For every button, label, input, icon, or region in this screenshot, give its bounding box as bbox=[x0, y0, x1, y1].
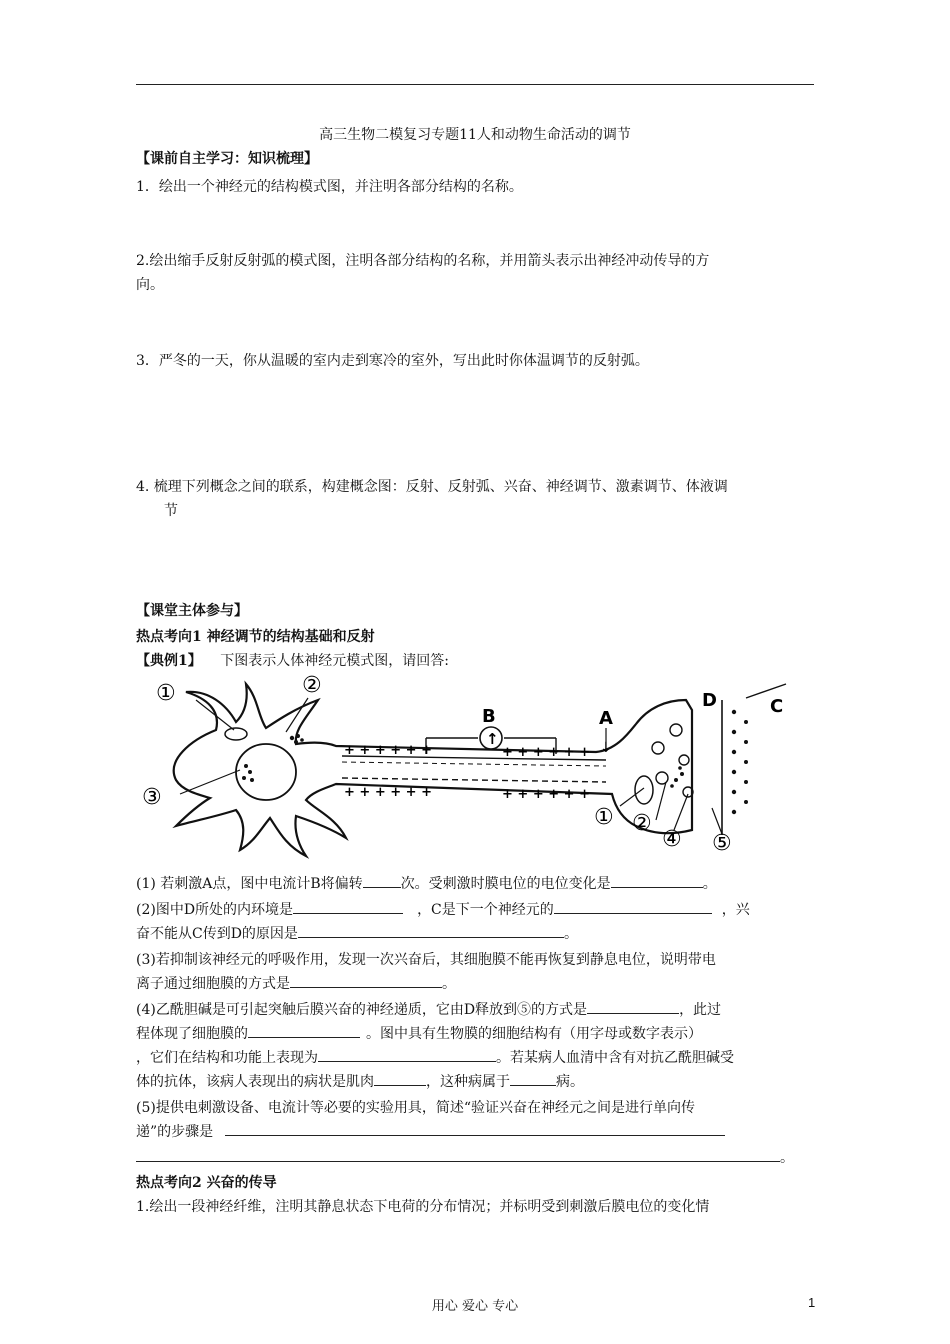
question-4-line1: 4. 梳理下列概念之间的联系，构建概念图：反射、反射弧、兴奋、神经调节、激素调节、体液调 bbox=[136, 479, 728, 495]
sub-question-1: (1) 若刺激A点，图中电流计B将偏转 次。受刺激时膜电位的电位变化是 。 bbox=[136, 873, 814, 895]
hotspot-2-question-1: 1.绘出一段神经纤维，注明其静息状态下电荷的分布情况；并标明受到刺激后膜电位的变化情 bbox=[136, 1199, 710, 1215]
plus-row-bottom-right: + + + + + + bbox=[502, 787, 590, 802]
section-heading-preclass: 【课前自主学习：知识梳理】 bbox=[136, 151, 318, 167]
label-A: A bbox=[599, 708, 613, 729]
question-1: 1．绘出一个神经元的结构模式图，并注明各部分结构的名称。 bbox=[136, 179, 523, 195]
sub-question-4-line2: 程体现了细胞膜的 。图中具有生物膜的细胞结构有（用字母或数字表示） bbox=[136, 1023, 814, 1045]
label-1-body: ① bbox=[156, 681, 176, 706]
question-2-line2: 向。 bbox=[136, 277, 164, 293]
question-4-line2: 节 bbox=[164, 503, 178, 519]
sub-question-4-line4: 体的抗体，该病人表现出的病状是肌肉 ，这种病属于 病。 bbox=[136, 1071, 814, 1093]
sub-question-2-line1: (2)图中D所处的内环境是 ，C是下一个神经元的 ，兴 bbox=[136, 899, 814, 921]
header-rule bbox=[136, 84, 814, 85]
sub-question-3-line1: (3)若抑制该神经元的呼吸作用，发现一次兴奋后，其细胞膜不能再恢复到静息电位，说明带电 bbox=[136, 952, 716, 968]
sub-question-4-line3: ，它们在结构和功能上表现为 。若某病人血清中含有对抗乙酰胆碱受 bbox=[136, 1047, 814, 1069]
sub-question-2-line2: 奋不能从C传到D的原因是 。 bbox=[136, 923, 814, 945]
hotspot-1-heading: 热点考向1 神经调节的结构基础和反射 bbox=[136, 629, 375, 645]
sub-question-5-line3: 。 bbox=[136, 1147, 814, 1169]
neuron-diagram bbox=[136, 670, 796, 860]
label-2-body: ② bbox=[302, 673, 322, 698]
page-number: 1 bbox=[808, 1295, 816, 1310]
hotspot-2-heading: 热点考向2 兴奋的传导 bbox=[136, 1175, 277, 1191]
page-title: 高三生物二模复习专题11人和动物生命活动的调节 bbox=[319, 127, 631, 143]
label-D: D bbox=[702, 690, 717, 711]
label-A-arrow: ↓ bbox=[600, 740, 612, 756]
question-2-line1: 2.绘出缩手反射反射弧的模式图，注明各部分结构的名称，并用箭头表示出神经冲动传导的方 bbox=[136, 253, 710, 269]
label-5-synapse: ⑤ bbox=[712, 831, 732, 856]
label-B: B bbox=[482, 706, 496, 727]
label-3-body: ③ bbox=[142, 785, 162, 810]
sub-question-5-line2: 递”的步骤是 bbox=[136, 1121, 814, 1143]
plus-row-bottom-left: + + + + + + bbox=[344, 785, 432, 800]
sub-question-3-line2: 离子通过细胞膜的方式是 。 bbox=[136, 973, 814, 995]
label-C: C bbox=[770, 696, 784, 717]
plus-row-top-right: + + + + + + bbox=[502, 745, 590, 760]
label-2-synapse: ② bbox=[632, 811, 652, 836]
sub-question-4-line1: (4)乙酰胆碱是可引起突触后膜兴奋的神经递质，它由D释放到⑤的方式是 ，此过 bbox=[136, 999, 814, 1021]
sub-question-5-line1: (5)提供电刺激设备、电流计等必要的实验用具，简述“验证兴奋在神经元之间是进行单向传 bbox=[136, 1100, 695, 1116]
label-4-synapse: ④ bbox=[662, 827, 682, 852]
page-footer: 用心 爱心 专心 bbox=[431, 1299, 519, 1314]
question-3: 3．严冬的一天，你从温暖的室内走到寒冷的室外，写出此时你体温调节的反射弧。 bbox=[136, 353, 649, 369]
section-heading-inclass: 【课堂主体参与】 bbox=[136, 603, 248, 619]
plus-row-top-left: + + + + + + bbox=[344, 743, 432, 758]
example-1 bbox=[136, 650, 814, 672]
example-label: 【典例1】 bbox=[136, 653, 202, 669]
galvanometer-arrow: ↑ bbox=[486, 730, 499, 748]
label-1-synapse: ① bbox=[594, 805, 614, 830]
example-text: 下图表示人体神经元模式图，请回答: bbox=[220, 653, 449, 669]
